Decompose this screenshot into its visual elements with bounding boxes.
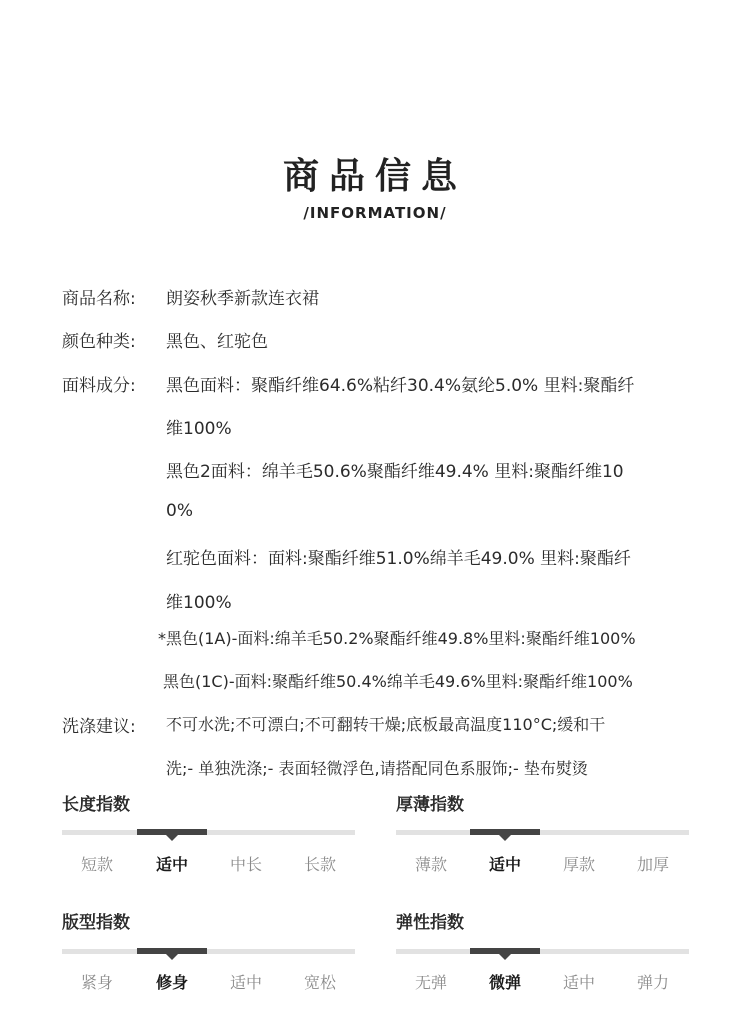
- pointer-icon: [166, 954, 178, 960]
- fabric-line: *黑色(1A)-面料:绵羊毛50.2%聚酯纤维49.8%里料:聚酯纤维100%: [158, 629, 636, 648]
- fabric-line: 0%: [166, 501, 193, 521]
- index-track: [62, 949, 355, 954]
- index-option: 适中: [562, 973, 595, 992]
- color-value: 黑色、红驼色: [166, 332, 268, 352]
- color-label: 颜色种类:: [62, 332, 136, 352]
- pointer-icon: [166, 835, 178, 841]
- fabric-line: 维100%: [166, 419, 232, 439]
- index-option: 中长: [229, 855, 262, 874]
- product-name-label: 商品名称:: [62, 289, 136, 309]
- wash-label: 洗涤建议:: [62, 717, 136, 737]
- index-option: 弹力: [636, 973, 669, 992]
- index-option: 厚款: [562, 855, 595, 874]
- index-option-selected: 适中: [488, 855, 521, 874]
- index-option-selected: 微弹: [488, 973, 521, 992]
- index-option: 长款: [303, 855, 336, 874]
- fabric-line: 黑色(1C)-面料:聚酯纤维50.4%绵羊毛49.6%里料:聚酯纤维100%: [163, 672, 633, 691]
- product-name-value: 朗姿秋季新款连衣裙: [166, 289, 319, 309]
- index-option-selected: 修身: [155, 973, 188, 992]
- wash-line: 洗;- 单独洗涤;- 表面轻微浮色,请搭配同色系服饰;- 垫布熨烫: [166, 759, 588, 778]
- page-title: 商品信息: [282, 156, 467, 197]
- index-track: [62, 830, 355, 835]
- index-title: 长度指数: [62, 795, 130, 815]
- index-option: 适中: [229, 973, 262, 992]
- fabric-line: 黑色2面料：绵羊毛50.6%聚酯纤维49.4% 里料:聚酯纤维10: [166, 462, 624, 482]
- pointer-icon: [499, 954, 511, 960]
- index-track: [396, 949, 689, 954]
- index-option: 无弹: [414, 973, 447, 992]
- index-option: 薄款: [414, 855, 447, 874]
- pointer-icon: [499, 835, 511, 841]
- index-option: 短款: [80, 855, 113, 874]
- index-option: 宽松: [303, 973, 336, 992]
- fabric-line: 红驼色面料：面料:聚酯纤维51.0%绵羊毛49.0% 里料:聚酯纤: [166, 549, 631, 569]
- fabric-line: 维100%: [166, 593, 232, 613]
- index-title: 厚薄指数: [396, 795, 464, 815]
- page-subtitle: /INFORMATION/: [303, 204, 447, 222]
- index-title: 弹性指数: [396, 913, 464, 933]
- index-title: 版型指数: [62, 913, 130, 933]
- index-option: 加厚: [636, 855, 669, 874]
- index-option: 紧身: [80, 973, 113, 992]
- index-track: [396, 830, 689, 835]
- fabric-label: 面料成分:: [62, 376, 136, 396]
- wash-line: 不可水洗;不可漂白;不可翻转干燥;底板最高温度110°C;缓和干: [166, 715, 606, 734]
- index-option-selected: 适中: [155, 855, 188, 874]
- fabric-line: 黑色面料：聚酯纤维64.6%粘纤30.4%氨纶5.0% 里料:聚酯纤: [166, 376, 635, 396]
